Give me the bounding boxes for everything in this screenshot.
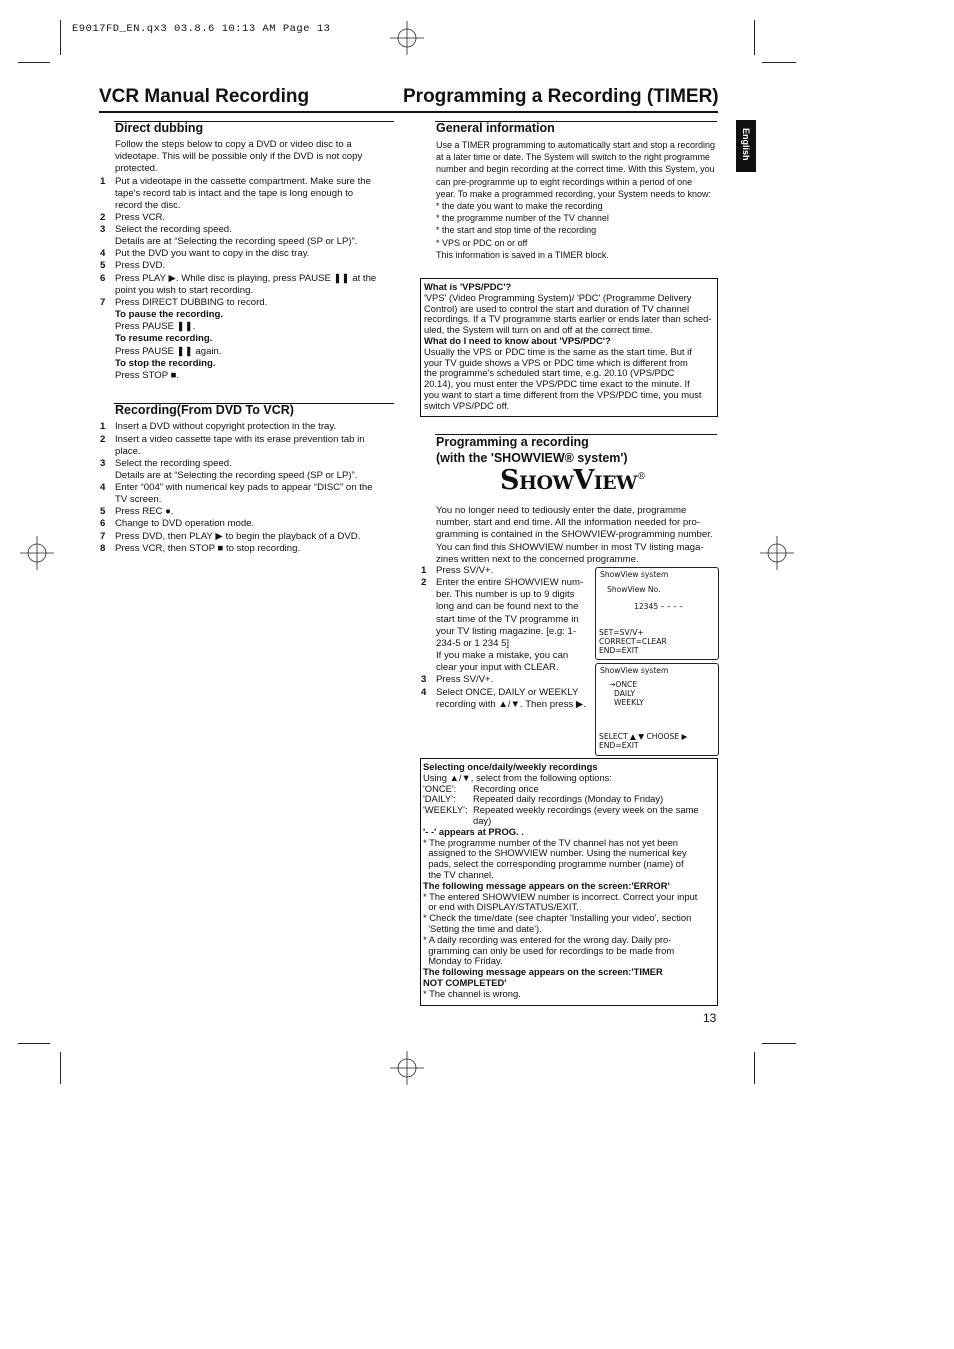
crop-mark [762,1043,796,1044]
page-title-left: VCR Manual Recording [99,86,310,107]
showview-logo: ShowView® [500,465,646,496]
language-tab-label: English [741,128,751,161]
showview-screen-frequency: ShowView system →ONCE DAILY WEEKLY SELECT ▲ ▼ CHOOSE ▶ END=EXIT [595,663,719,756]
crop-mark [60,1052,61,1084]
crop-mark [18,1043,50,1044]
crop-mark [60,20,61,55]
direct-dubbing-intro: Follow the steps below to copy a DVD or video disc to a videotape. This will be possible only if the DVD is not copy protected. [115,139,363,175]
language-tab [736,120,756,172]
registration-mark-icon [20,536,54,570]
vps-pdc-box: What is 'VPS/PDC'? 'VPS' (Video Programming System)/ 'PDC' (Programme Delivery Control) are used to control the start and duration of TV channel recordings. If a TV programme starts earlier or ends later than sched- uled, the System will turn on and off at the correct time. What do I need to know about 'VPS/PDC'? Usually the VPS or PDC time is the same as the start time. But if your TV guide shows a VPS or PDC time which is different from the programme's scheduled start time, e.g. 20.10 (VPS/PDC 20.14), you must enter the VPS/PDC time exact to the minute. If you want to start a time different from the VPS/PDC time, you must switch VPS/PDC off. [420,278,718,417]
section-heading-general: General information [436,121,555,135]
crop-mark [754,1052,755,1084]
crop-mark [754,20,755,55]
section-heading-dvd-to-vcr: Recording(From DVD To VCR) [115,403,294,417]
title-rule [99,111,718,113]
registration-mark-icon [760,536,794,570]
crop-mark [18,62,50,63]
registration-mark-icon [390,1051,424,1085]
general-info-text: Use a TIMER programming to automatically start and stop a recording at a later time or date. The System will switch to the right programme number and begin recording at the correct time. With this System, you can pre-programme up to eight recordings within a period of one year. To make a programmed recording, your System needs to know: * the date you want to make the recording * the programme number of the TV channel * the start and stop time of the recording * VPS or PDC on or off This information is saved in a TIMER block. [436,140,715,260]
page-number: 13 [703,1011,717,1025]
crop-mark [762,62,796,63]
section-heading-showview: Programming a recording (with the 'SHOWVIEW® system') [436,435,628,465]
print-slug: E9017FD_EN.qx3 03.8.6 10:13 AM Page 13 [72,23,331,35]
registration-mark-icon [390,21,424,55]
pause-resume-stop: To pause the recording. Press PAUSE ❚❚. To resume recording. Press PAUSE ❚❚ again. To stop the recording. Press STOP ■. [115,309,224,382]
page-title-right: Programming a Recording (TIMER) [403,86,719,107]
selecting-recordings-box: Selecting once/daily/weekly recordings Using ▲/▼, select from the following options: 'ONCE': Recording once 'DAILY': Repeated daily recordings (Monday to Friday) 'WEEKLY': Repeated weekly recordings (every week on the same day) '- -' appears at PROG. . * The programme number of the TV channel has not yet been assigned to the SHOWVIEW number. Using the numerical key pads, select the corresponding programme number (name) of the TV channel. The following message appears on the screen:'ERROR' * The entered SHOWVIEW number is incorrect. Correct your input or end with DISPLAY/STATUS/EXIT. * Check the time/date (see chapter 'Installing your video', section 'Setting the time and date'). * A daily recording was entered for the wrong day. Daily pro- gramming can only be used for recordings to be made from Monday to Friday. The following message appears on the screen:'TIMER NOT COMPLETED' * The channel is wrong. [420,758,718,1006]
showview-intro: You no longer need to tediously enter the date, programme number, start and end time. All the information needed for pro- gramming is contained in the SHOWVIEW-programming number. You can find this SHOWVIEW number in most TV listing maga- zines written next to the concerned programme. [436,505,713,565]
showview-screen-number: ShowView system ShowView No. 12345 – – – – SET=SV/V+ CORRECT=CLEAR END=EXIT [595,567,719,660]
section-heading-direct-dubbing: Direct dubbing [115,121,204,135]
